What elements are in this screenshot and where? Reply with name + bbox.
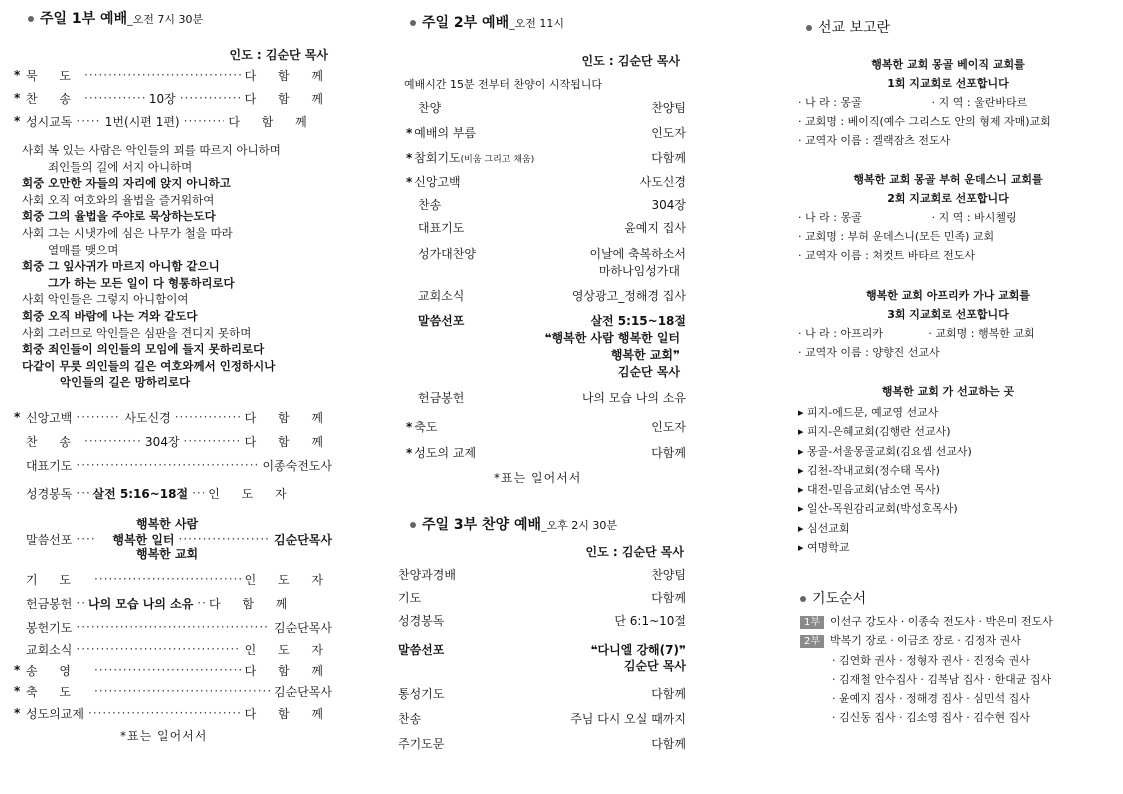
order-row: 찬 송 ····· 304장 ····· 다 함 께 [26, 432, 332, 450]
order-row: 교회소식 ····· 인 도 자 [26, 640, 332, 658]
order-row: 헌금봉헌 나의 모습 나의 소유 [418, 391, 686, 405]
order-row: 기 도 ····· 인 도 자 [26, 570, 332, 588]
order-row: 성경봉독 ····· 살전 5:16~18절 ····· 인 도 자 [26, 484, 332, 502]
order-row: 성경봉독 단 6:1~10절 [398, 614, 686, 628]
list-item: ▸ 여명학교 [798, 541, 850, 555]
list-item: ▸ 일산-목원감리교회(박성호목사) [798, 502, 958, 516]
service1-leader: 인도 : 김순단 목사 [229, 48, 328, 62]
order-row: * 신앙고백 ····· 사도신경 ····· 다 함 께 [14, 408, 332, 426]
responsive-reading: 사회 복 있는 사람은 악인들의 꾀를 따르지 아니하며 죄인들의 길에 서지 아니하며 회중 오만한 자들의 자리에 앉지 아니하고 사회 오직 여호와의 율법을 즐거워하여 회중 그의 율법을 주야로 묵상하는도다 사회 그는 시냇가에 심은 나무가 철을 따라 열매를 맺으며 회중 그 잎사귀가 마르지 아니함 같으니 그가 하는 모든 일이 다 형통하리로다 사회 악인들은 그렇지 아니함이여 회중 오직 바람에 나는 겨와 같도다 사회 그러므로 악인들은 심판을 견디지 못하며 회중 죄인들이 의인들의 모임에 들지 못하리로다 다같이 무릇 의인들의 길은 여호와께서 인정하시나 악인들의 길은 망하리로다 [22, 143, 281, 390]
list-item: ▸ 심선교회 [798, 521, 850, 535]
order-row: * 참회기도(비움 그리고 채움) 다함께 [406, 151, 686, 165]
order-row: 헌금봉헌 ····· 나의 모습 나의 소유 ····· 다 함 께 [26, 594, 332, 612]
order-row: * 성도의 교제 다함께 [406, 446, 686, 460]
order-row: * 송 영 ····· 다 함 께 [14, 661, 332, 679]
bullet-dot-icon [806, 25, 812, 31]
list-item: ▸ 피지-은혜교회(김행란 선교사) [798, 425, 951, 439]
order-row: 성가대찬양 이날에 축복하소서 [418, 247, 686, 261]
list-item: · 김재철 안수집사 · 김복남 집사 · 한대균 집사 [832, 672, 1052, 686]
prayer-title: 기도순서 [800, 588, 866, 608]
order-row: 대표기도 ····· 이종숙전도사 [26, 456, 332, 474]
order-row: * 신앙고백 사도신경 [406, 175, 686, 189]
order-row: 찬송 주님 다시 오실 때까지 [398, 712, 686, 726]
order-row: * 성시교독 ····· 1번(시편 1편) ····· 다 함 께 [14, 112, 332, 130]
list-item: ▸ 대전-믿음교회(남소연 목사) [798, 483, 940, 497]
standing-note: *표는 일어서서 [494, 471, 582, 485]
service2-intro: 예배시간 15분 전부터 찬양이 시작됩니다 [404, 78, 602, 91]
list-item: ▸ 몽골-서울몽골교회(김요셉 선교사) [798, 444, 972, 458]
list-item: · 김신동 집사 · 김소영 집사 · 김수현 집사 [832, 711, 1030, 725]
order-row: 통성기도 다함께 [398, 687, 686, 701]
order-row: 찬양 찬양팀 [418, 101, 686, 115]
standing-note: *표는 일어서서 [120, 729, 208, 743]
prayer-list [800, 612, 1100, 728]
mission-block: 행복한 교회 아프리카 가나 교회를 3회 지교회로 선포합니다 · 나 라 : 아프리카 · 교회명 : 행복한 교회 · 교역자 이름 : 양향진 선교사 [798, 289, 1035, 359]
order-row: 말씀선포 ❝다니엘 강해(7)❞ [398, 643, 686, 657]
service3-leader: 인도 : 김순단 목사 [585, 545, 684, 559]
list-item: · 김연화 권사 · 정형자 권사 · 진정숙 권사 [832, 653, 1030, 667]
service1-title: 주일 1부 예배_오전 7시 30분 [28, 8, 203, 28]
order-row: 대표기도 윤예지 집사 [418, 221, 686, 235]
bullet-dot-icon [800, 596, 806, 602]
service2-title: 주일 2부 예배_오전 11시 [410, 12, 564, 32]
service2-leader: 인도 : 김순단 목사 [581, 54, 680, 68]
order-row: 봉헌기도 ····· 김순단목사 [26, 618, 332, 636]
order-row: 교회소식 영상광고_정해경 집사 [418, 289, 686, 303]
mission-sites: 행복한 교회 가 선교하는 곳 ▸ 피지-에드문, 예교영 선교사 ▸ 피지-은혜교회(김행란 선교사) ▸ 몽골-서울몽골교회(김요셉 선교사) ▸ 김천-작내교회(정수태 목사) ▸ 대전-믿음교회(남소연 목사) ▸ 일산-목원감리교회(박성호목사) ▸ 심선교회 ▸ 여명학교 [798, 381, 1098, 557]
mission-block: 행복한 교회 몽골 부허 운데스니 교회를 2회 지교회로 선포합니다 · 나 라 : 몽골 · 지 역 : 바시첼링 · 교회명 : 부허 운데스니(모든 민족) 교회 · 교역자 이름 : 쳐컷트 바타르 전도사 [798, 173, 1043, 262]
list-item: ▸ 피지-에드문, 예교영 선교사 [798, 406, 939, 419]
mission-block: 행복한 교회 몽골 베이직 교회를 1회 지교회로 선포합니다 · 나 라 : 몽골 · 지 역 : 울란바타르 · 교회명 : 베이직(예수 그리스도 안의 형제 자매)교회 · 교역자 이름 : 겔랙잠츠 전도사 [798, 58, 1051, 147]
order-row: 주기도문 다함께 [398, 737, 686, 751]
bullet-dot-icon [410, 20, 416, 26]
list-item: 2부 박복기 장로 · 이금조 장로 · 김정자 권사 [800, 631, 1100, 650]
order-row: 기도 다함께 [398, 591, 686, 605]
list-item: · 윤예지 집사 · 정해경 집사 · 심민석 집사 [832, 692, 1030, 706]
list-item: 1부 이선구 강도사 · 이종숙 전도사 · 박은미 전도사 [800, 612, 1100, 631]
order-row: * 예배의 부름 인도자 [406, 126, 686, 140]
bullet-dot-icon [28, 16, 34, 22]
service3-title: 주일 3부 찬양 예배_오후 2시 30분 [410, 514, 617, 534]
order-row: * 묵 도 ····· 다 함 께 [14, 66, 332, 84]
list-item: ▸ 김천-작내교회(정수태 목사) [798, 463, 940, 477]
order-row: * 성도의교제 ····· 다 함 께 [14, 704, 332, 722]
order-row: * 찬 송 ····· 10장 ····· 다 함 께 [14, 89, 332, 107]
order-row: 말씀선포 살전 5:15~18절 [418, 314, 686, 328]
order-row: 찬송 304장 [418, 198, 686, 212]
bullet-dot-icon [410, 522, 416, 528]
mission-title: 선교 보고란 [806, 17, 890, 37]
order-row: * 축 도 ····· 김순단목사 [14, 682, 332, 700]
order-row: 찬양과경배 찬양팀 [398, 568, 686, 582]
order-row: * 축도 인도자 [406, 420, 686, 434]
